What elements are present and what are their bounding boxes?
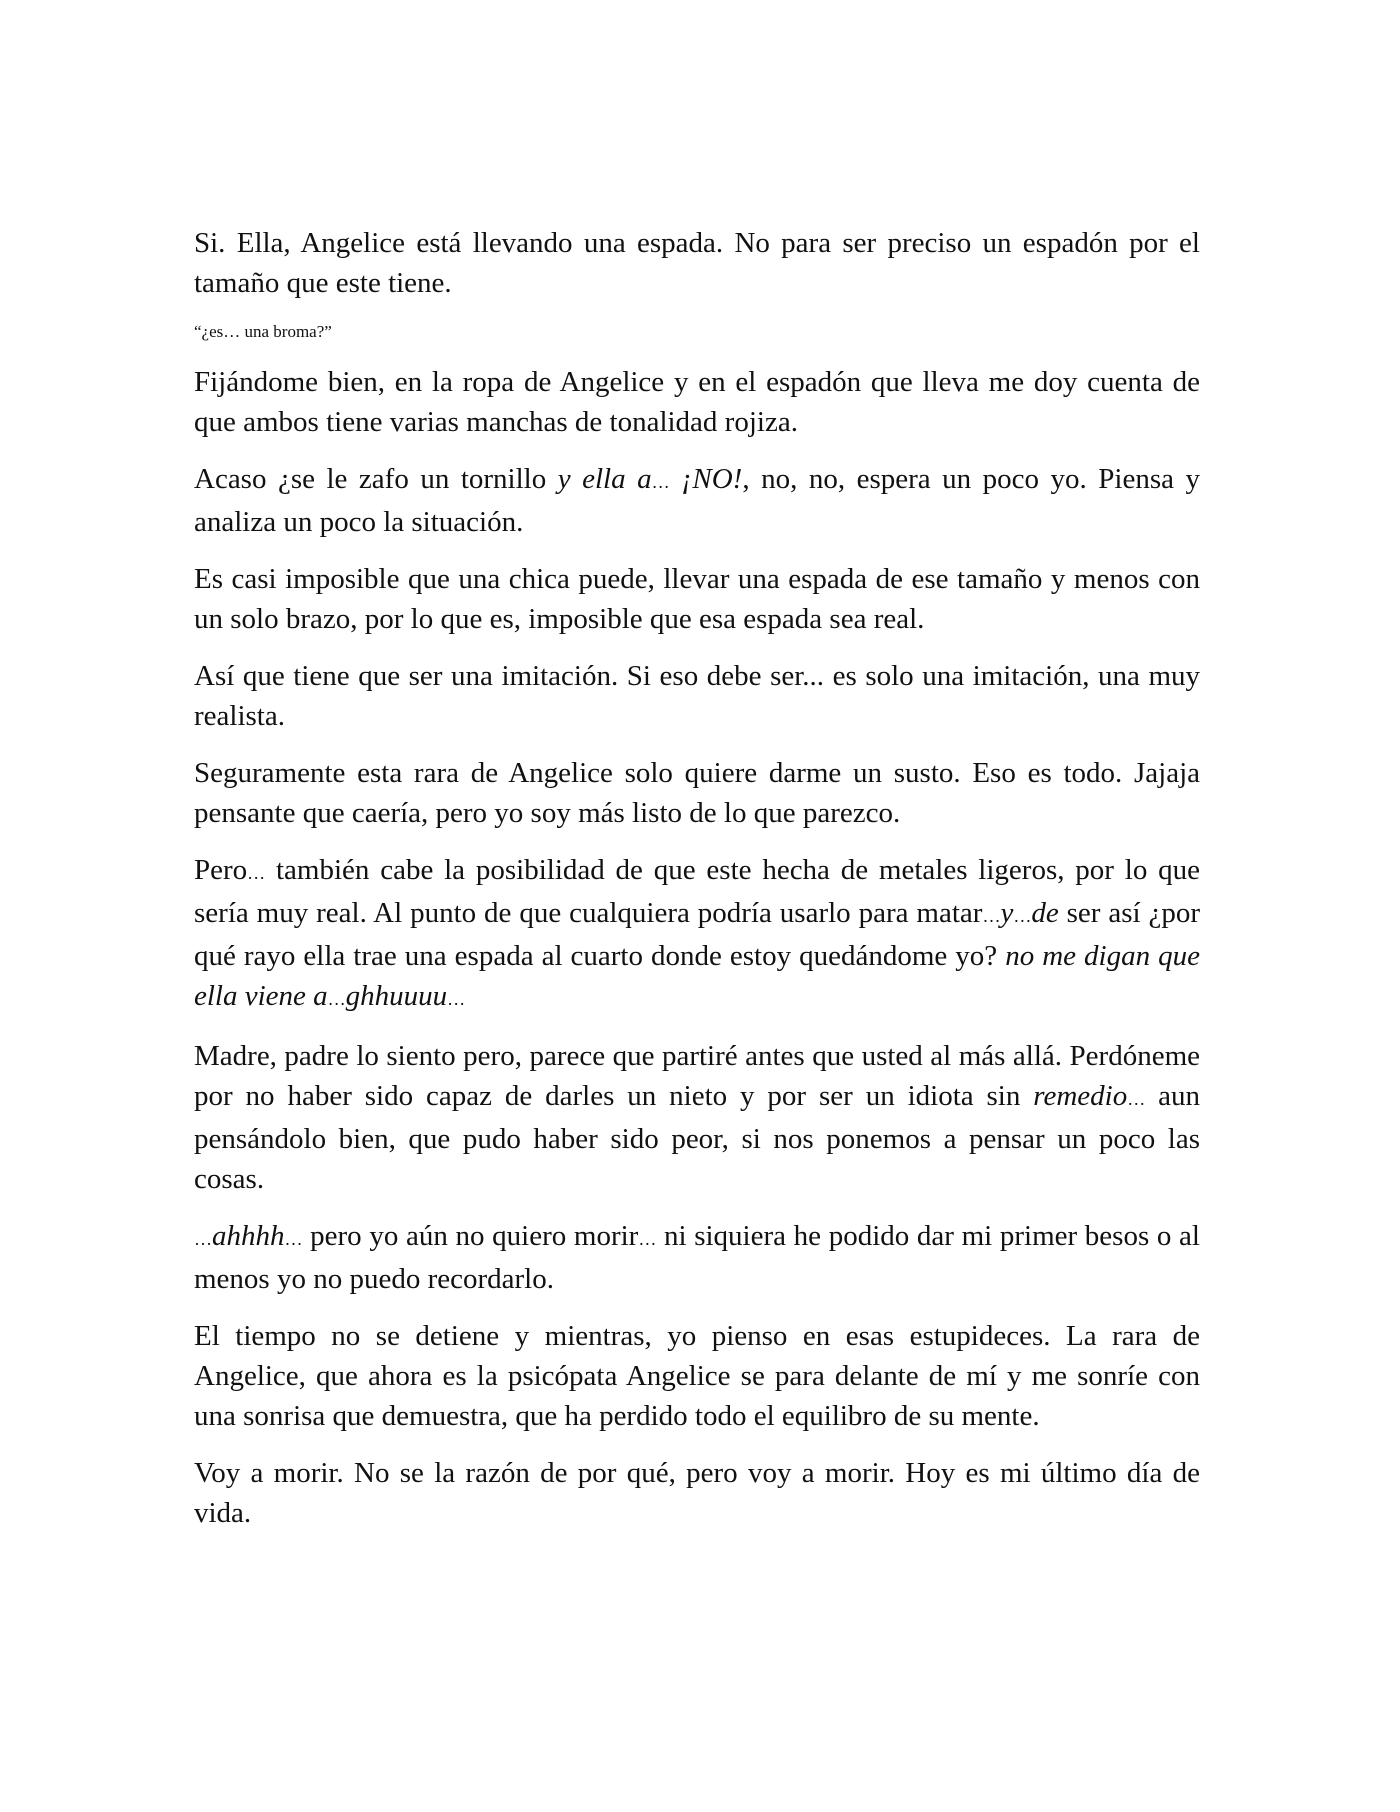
- body-paragraph: [194, 559, 1200, 639]
- text-run: Acaso ¿se le zafo un tornillo: [194, 463, 558, 495]
- text-run: ¡NO!: [669, 463, 743, 495]
- text-run: y: [1000, 897, 1014, 929]
- document-page: [194, 223, 1200, 1550]
- text-run: …: [447, 989, 466, 1009]
- text-run: Seguramente esta rara de Angelice solo quiere darme un susto. Eso es todo. Jajaja pensante que caería, pero yo soy más listo de lo que parezco.: [194, 757, 1200, 829]
- text-run: Madre, padre lo siento pero, parece que partiré antes que usted al más allá. Perdóneme por no haber sido capaz de darles un nieto y por ser un idiota sin: [194, 1040, 1200, 1112]
- text-run: de: [1031, 897, 1059, 929]
- text-run: Fijándome bien, en la ropa de Angelice y en el espadón que lleva me doy cuenta de que ambos tiene varias manchas de tonalidad rojiza.: [194, 366, 1200, 438]
- text-run: también cabe la posibilidad de que este hecha de metales ligeros, por lo que sería muy real. Al punto de que cualquiera podría usarlo para matar: [194, 854, 1200, 929]
- body-paragraph: [194, 753, 1200, 833]
- body-paragraph: [194, 362, 1200, 442]
- text-run: Si. Ella, Angelice está llevando una espada. No para ser preciso un espadón por el tamaño que este tiene.: [194, 227, 1200, 299]
- text-run: ahhhh: [212, 1220, 285, 1252]
- text-run: …: [1013, 906, 1032, 926]
- text-run: …: [327, 989, 346, 1009]
- text-run: Pero: [194, 854, 248, 886]
- text-run: …: [194, 1229, 212, 1249]
- text-run: …: [638, 1229, 657, 1249]
- text-run: ni siquiera he podido dar mi primer besos o al menos yo no puedo recordarlo.: [194, 1220, 1200, 1295]
- text-run: El tiempo no se detiene y mientras, yo pienso en esas estupideces. La rara de Angelice, que ahora es la psicópata Angelice se para delante de mí y me sonríe con una sonrisa que demuestra, que ha perdido todo el equilibro de su mente.: [194, 1320, 1200, 1432]
- body-paragraph: [194, 1453, 1200, 1533]
- text-run: …: [247, 863, 266, 883]
- quoted-line: [194, 320, 1200, 344]
- text-run: …: [982, 906, 1001, 926]
- body-paragraph: [194, 223, 1200, 303]
- body-paragraph: [194, 1216, 1200, 1299]
- body-paragraph: [194, 459, 1200, 542]
- body-paragraph: [194, 656, 1200, 736]
- text-run: …: [1127, 1089, 1146, 1109]
- text-run: no me digan que ella viene a: [194, 940, 1200, 1012]
- text-run: pero yo aún no quiero morir: [302, 1220, 639, 1252]
- text-run: …: [651, 472, 670, 492]
- text-run: remedio: [1033, 1080, 1128, 1112]
- text-run: aun pensándolo bien, que pudo haber sido peor, si nos ponemos a pensar un poco las cosas.: [194, 1080, 1200, 1195]
- body-paragraph: [194, 1316, 1200, 1436]
- text-run: Es casi imposible que una chica puede, llevar una espada de ese tamaño y menos con un solo brazo, por lo que es, imposible que esa espada sea real.: [194, 563, 1200, 635]
- text-run: y ella a: [557, 463, 652, 495]
- text-run: , no, no, espera un poco yo. Piensa y analiza un poco la situación.: [194, 463, 1201, 538]
- text-run: Voy a morir. No se la razón de por qué, pero voy a morir. Hoy es mi último día de vida.: [194, 1457, 1200, 1529]
- text-run: Así que tiene que ser una imitación. Si eso debe ser... es solo una imitación, una muy realista.: [194, 660, 1200, 732]
- body-paragraph: [194, 850, 1200, 1019]
- body-paragraph: [194, 1036, 1200, 1199]
- text-run: ser así ¿por qué rayo ella trae una espada al cuarto donde estoy quedándome yo?: [194, 897, 1200, 972]
- text-run: “¿es… una broma?”: [194, 322, 332, 341]
- text-run: …: [284, 1229, 303, 1249]
- text-run: ghhuuuu: [345, 980, 448, 1012]
